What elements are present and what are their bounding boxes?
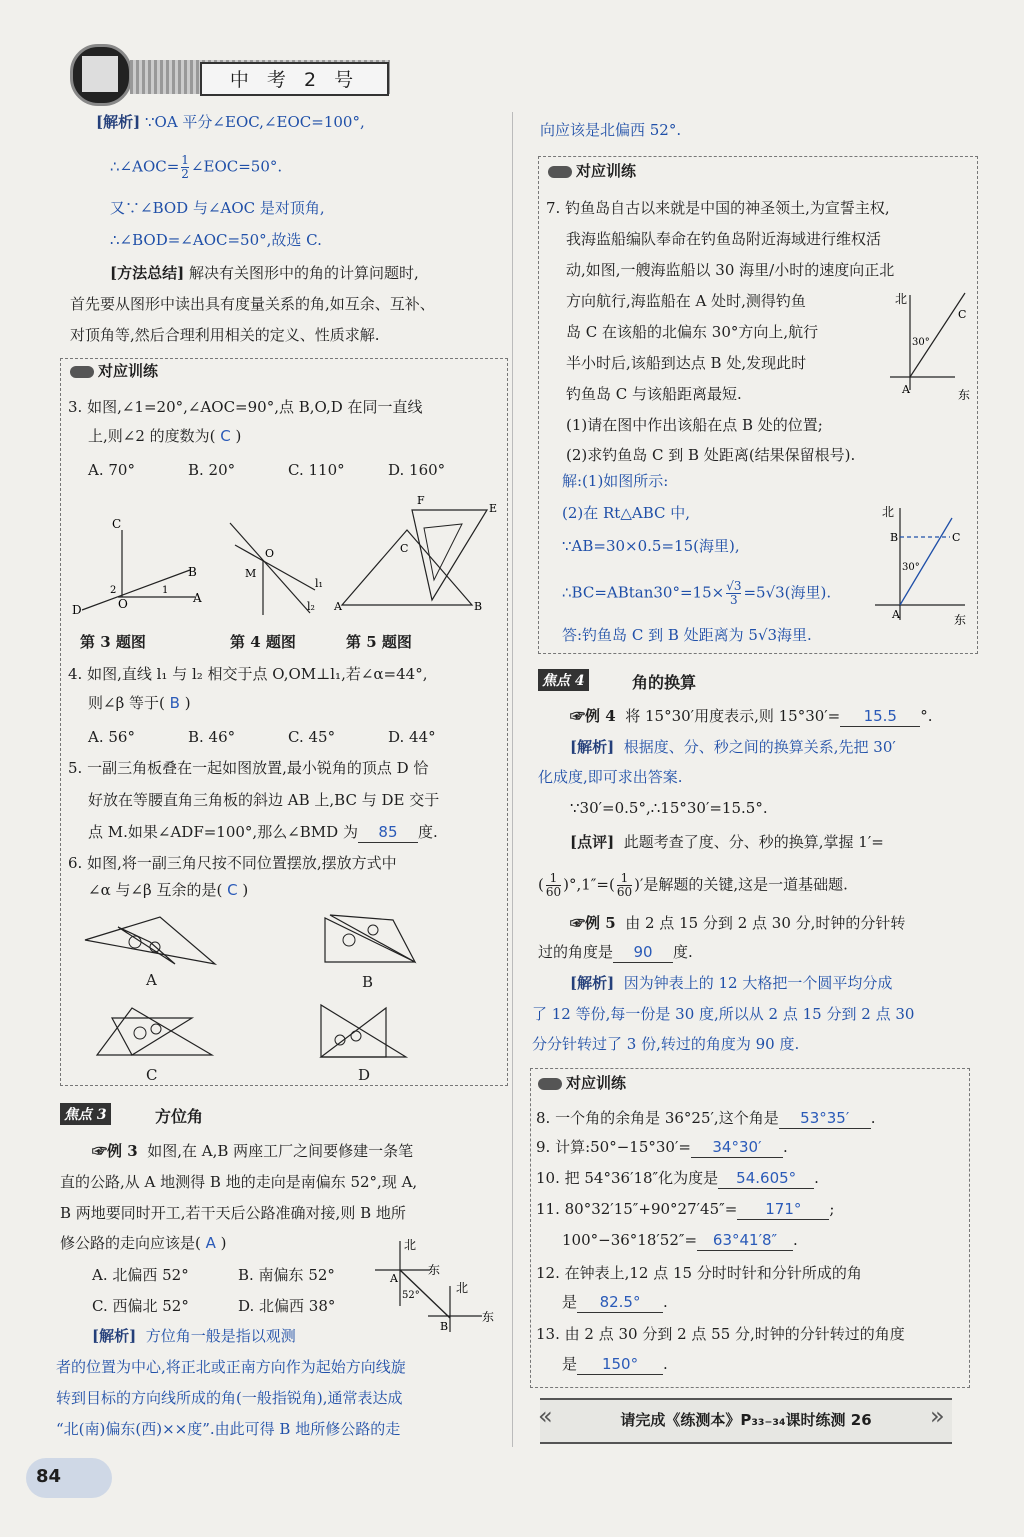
- shape: [118, 927, 175, 964]
- pill-icon: [70, 366, 94, 378]
- analysis-text: ∵OA 平分∠EOC,∠EOC=100°,: [144, 113, 365, 131]
- q7-line3: 动,如图,一艘海监船以 30 海里/小时的速度向正北: [566, 261, 895, 279]
- label-east: 东: [428, 1263, 441, 1277]
- question-text: 是: [562, 1293, 578, 1311]
- q6-answer: C: [227, 881, 238, 899]
- ex3-opt-c: C. 西偏北 52°: [92, 1297, 189, 1315]
- q5-text: 点 M.如果∠ADF=100°,那么∠BMD 为: [88, 823, 358, 841]
- q13-answer: 150°: [577, 1354, 663, 1375]
- label-c: C: [952, 531, 961, 544]
- ex5-analysis-1: [570, 973, 892, 993]
- focus4-title: 角的换算: [632, 673, 697, 692]
- example-text: 由 2 点 15 分到 2 点 30 分,时钟的分针转: [625, 914, 906, 932]
- ex4-answer: 15.5: [840, 706, 920, 727]
- ex3-analysis-3: 转到目标的方向线所成的角(一般指锐角),通常表达成: [56, 1389, 403, 1407]
- question-text: 11. 80°32′15″+90°27′45″=: [536, 1200, 738, 1218]
- label-30: 30°: [912, 337, 930, 348]
- shape: [325, 918, 415, 962]
- label-north: 北: [456, 1281, 469, 1295]
- label-a: A: [390, 1272, 398, 1285]
- analysis-text: ∠EOC=50°.: [190, 157, 283, 176]
- option: D. 160°: [388, 461, 446, 479]
- label-c: C: [112, 517, 122, 531]
- fig4-caption: 第 4 题图: [230, 633, 296, 651]
- q6-figure-b: [315, 910, 425, 970]
- fig3-caption: 第 3 题图: [80, 633, 146, 651]
- ex4-line: [570, 706, 933, 727]
- q11b-answer: 63°41′8″: [697, 1230, 793, 1251]
- option: A. 70°: [88, 461, 135, 479]
- q3-line1: 3. 如图,∠1=20°,∠AOC=90°,点 B,O,D 在同一直线: [68, 398, 423, 416]
- ex3-opt-b: B. 南偏东 52°: [238, 1266, 335, 1284]
- option: B. 20°: [188, 461, 236, 479]
- ex3-analysis-2: 者的位置为中心,将正北或正南方向作为起始方向线旋: [56, 1358, 406, 1376]
- example-tag: ☞例 3: [92, 1142, 138, 1160]
- shape: [368, 925, 378, 935]
- label-d: D: [72, 603, 82, 617]
- analysis-tag: [解析]: [570, 738, 615, 756]
- solution-text: =5√3(海里).: [743, 583, 832, 602]
- line-l2: [230, 523, 310, 613]
- ex4-analysis-1: [570, 737, 896, 757]
- label-o: O: [118, 597, 128, 611]
- q9-answer: 34°30′: [691, 1137, 783, 1158]
- ex5-analysis-2: 了 12 等份,每一份是 30 度,所以从 2 点 15 分到 2 点 30: [532, 1005, 915, 1023]
- q7-answer: 答:钓鱼岛 C 到 B 处距离为 5√3海里.: [562, 626, 812, 644]
- method-text: 解决有关图形中的角的计算问题时,: [188, 264, 419, 282]
- q7-line9: (2)求钓鱼岛 C 到 B 处距离(结果保留根号).: [566, 446, 856, 464]
- ex3-analysis-1: [92, 1326, 296, 1346]
- q5-text: 度.: [417, 823, 438, 841]
- question-text: 100°−36°18′52″=: [562, 1231, 698, 1249]
- q6-line2: ∠α 与∠β 互余的是( C ): [88, 881, 249, 899]
- training-title-text: 对应训练: [98, 362, 159, 380]
- q5-line3: [88, 822, 438, 843]
- method-tag: [方法总结]: [110, 264, 185, 282]
- analysis1-line4: ∴∠BOD=∠AOC=50°,故选 C.: [110, 231, 322, 249]
- ex3-line2: 直的公路,从 A 地测得 B 地的走向是南偏东 52°,现 A,: [60, 1173, 418, 1191]
- ex5-answer: 90: [613, 942, 673, 963]
- ex3-answer: A: [205, 1234, 216, 1252]
- q3-answer: C: [220, 427, 231, 445]
- shape: [134, 1027, 146, 1039]
- q4-options: [88, 727, 488, 747]
- footer-left-arrows: «: [538, 1402, 553, 1430]
- q4-answer: B: [169, 694, 180, 712]
- fraction-half: $\frac{1}{2}$: [181, 153, 189, 181]
- figure-4: [215, 515, 335, 620]
- comment-text: °,1″=(: [569, 875, 615, 894]
- shape: [343, 934, 355, 946]
- option: C. 45°: [288, 728, 336, 746]
- q5-answer: 85: [358, 822, 418, 843]
- analysis-text: 因为钟表上的 12 大格把一个圆平均分成: [623, 974, 893, 992]
- label-c: C: [958, 308, 967, 321]
- analysis-text: ∴∠AOC=: [110, 157, 180, 176]
- q4-line2: 则∠β 等于( B ): [88, 694, 191, 712]
- label-b: B: [188, 565, 197, 579]
- focus4-tag: 焦点 4: [538, 669, 589, 691]
- q10-answer: 54.605°: [718, 1168, 814, 1189]
- q6-figure-d: [316, 1000, 416, 1062]
- q7-solution-figure: [870, 500, 975, 630]
- label-c: C: [400, 542, 409, 555]
- solution-text: ∴BC=ABtan30°=15×: [562, 583, 725, 602]
- q6-label-c: C: [146, 1066, 158, 1084]
- training-box-3-title: [538, 1072, 626, 1093]
- page-number: 84: [36, 1466, 62, 1487]
- footer-right-arrows: »: [930, 1402, 945, 1430]
- label-east: 东: [958, 388, 971, 402]
- q7-solution-1: 解:(1)如图所示:: [562, 472, 669, 490]
- ex4-analysis-2: 化成度,即可求出答案.: [538, 768, 683, 786]
- question-text: 8. 一个角的余角是 36°25′,这个角是: [536, 1109, 779, 1127]
- training-title-text: 对应训练: [566, 1074, 627, 1092]
- q7-line8: (1)请在图中作出该船在点 B 处的位置;: [566, 416, 823, 434]
- option: C. 110°: [288, 461, 345, 479]
- fraction-sqrt3-3: $\frac{√3}{3}$: [726, 579, 742, 607]
- training-title-text: 对应训练: [576, 162, 637, 180]
- q13-line2: 是 150° .: [562, 1355, 668, 1373]
- ex5-analysis-3: 分分针转过了 3 份,转过的角度为 90 度.: [532, 1035, 800, 1053]
- ex5-line2: [538, 942, 693, 963]
- figure-3: [70, 490, 220, 620]
- question-text: 9. 计算:50°−15°30′=: [536, 1138, 691, 1156]
- line-db: [82, 570, 190, 610]
- analysis1-line1: [96, 112, 365, 132]
- option: D. 44°: [388, 728, 436, 746]
- focus3-title: 方位角: [155, 1107, 204, 1126]
- comment-tag: [点评]: [570, 833, 615, 851]
- q5-line1: 5. 一副三角板叠在一起如图放置,最小锐角的顶点 D 恰: [68, 759, 429, 777]
- label-52: 52°: [402, 1290, 420, 1301]
- label-e: E: [489, 502, 498, 515]
- training-box-1-title: [70, 360, 158, 381]
- q7-solution-3: ∵AB=30×0.5=15(海里),: [562, 537, 740, 555]
- triangle-2: [412, 510, 487, 600]
- logo-inner: [82, 56, 118, 92]
- training-box-2-title: [548, 160, 636, 181]
- example-text: 修公路的走向应该是(: [60, 1234, 201, 1252]
- label-north: 北: [882, 505, 895, 519]
- pill-icon: [538, 1078, 562, 1090]
- ex4-analysis-3: ∵30′=0.5°,∴15°30′=15.5°.: [570, 799, 768, 817]
- q12-line1: 12. 在钟表上,12 点 15 分时时针和分针所成的角: [536, 1264, 862, 1282]
- ex3-line3: B 两地要同时开工,若干天后公路准确对接,则 B 地所: [60, 1204, 406, 1222]
- q6-text: ∠α 与∠β 互余的是(: [88, 881, 223, 899]
- header-bar: [70, 44, 390, 108]
- question-text: 10. 把 54°36′18″化为度是: [536, 1169, 719, 1187]
- label-l1: l₁: [315, 577, 323, 590]
- label-2: 2: [110, 585, 117, 596]
- example-text: 将 15°30′用度表示,则 15°30′=: [625, 707, 841, 725]
- example-text: °.: [920, 707, 933, 725]
- label-30: 30°: [902, 562, 920, 573]
- example-text: 度.: [673, 943, 693, 961]
- q7-line1: 7. 钓鱼岛自古以来就是中国的神圣领土,为宣誓主权,: [546, 199, 890, 217]
- q7-line2: 我海监船编队奉命在钓鱼岛附近海域进行维权活: [566, 230, 882, 248]
- label-north: 北: [404, 1238, 417, 1252]
- label-1: 1: [162, 585, 169, 596]
- shape: [85, 917, 215, 964]
- q6-label-a: A: [146, 971, 157, 989]
- q4-line1: 4. 如图,直线 l₁ 与 l₂ 相交于点 O,OM⊥l₁,若∠α=44°,: [68, 665, 428, 683]
- q8-answer: 53°35′: [779, 1108, 871, 1129]
- ex5-line1: [570, 913, 905, 933]
- analysis1-line3: 又∵∠BOD 与∠AOC 是对顶角,: [110, 199, 325, 217]
- label-b: B: [440, 1320, 449, 1333]
- label-a: A: [892, 608, 900, 621]
- label-m: M: [245, 567, 257, 580]
- q6-figure-a: [80, 912, 225, 972]
- shape: [321, 1005, 406, 1057]
- shape: [151, 1024, 161, 1034]
- fraction-1-60: $\frac{1}{60}$: [616, 871, 633, 899]
- q7-line7: 钓鱼岛 C 与该船距离最短.: [566, 385, 742, 403]
- q8: 8. 一个角的余角是 36°25′,这个角是 53°35′ .: [536, 1109, 876, 1127]
- comment-text: )′是解题的关键,这是一道基础题.: [634, 875, 848, 894]
- q11a: 11. 80°32′15″+90°27′45″= 171° ;: [536, 1200, 835, 1218]
- line-ac: [910, 293, 965, 377]
- option: B. 46°: [188, 728, 236, 746]
- analysis-tag: [解析]: [570, 974, 615, 992]
- figure-5: [332, 490, 507, 620]
- label-a: A: [193, 591, 202, 605]
- method-line1: [110, 263, 419, 283]
- comment-text: 此题考查了度、分、秒的换算,掌握 1′=: [623, 833, 884, 851]
- label-east: 东: [482, 1310, 495, 1324]
- shape: [351, 1031, 361, 1041]
- label-o: O: [265, 547, 275, 560]
- q11a-answer: 171°: [737, 1199, 829, 1220]
- q7-line6: 半小时后,该船到达点 B 处,发现此时: [566, 354, 807, 372]
- label-a: A: [334, 600, 342, 613]
- q10: 10. 把 54°36′18″化为度是 54.605° .: [536, 1169, 819, 1187]
- q12-answer: 82.5°: [577, 1292, 663, 1313]
- focus3-tag: 焦点 3: [60, 1103, 111, 1125]
- focus3-continuation: 向应该是北偏西 52°.: [540, 121, 682, 139]
- q7-solution-4: [562, 580, 831, 607]
- page-title: 中 考 2 号: [229, 69, 360, 91]
- ex3-analysis-4: “北(南)偏东(西)××度”.由此可得 B 地所修公路的走: [56, 1420, 401, 1438]
- ex3-opt-d: D. 北偏西 38°: [238, 1297, 336, 1315]
- q5-line2: 好放在等腰直角三角板的斜边 AB 上,BC 与 DE 交于: [88, 791, 440, 809]
- method-line2: 首先要从图形中读出具有度量关系的角,如互余、互补、: [70, 295, 435, 313]
- analysis1-line2: [110, 154, 282, 181]
- option: A. 56°: [88, 728, 135, 746]
- analysis-tag: [解析]: [92, 1327, 137, 1345]
- q3-text: 上,则∠2 的度数为(: [88, 427, 216, 445]
- compass-figure: [370, 1236, 500, 1336]
- q11b: 100°−36°18′52″= 63°41′8″ .: [562, 1231, 798, 1249]
- q7-line5: 岛 C 在该船的北偏东 30°方向上,航行: [566, 323, 819, 341]
- q3-options: [88, 460, 488, 480]
- ex4-comment-2: ( $\frac{1}{60}$ )°,1″=( $\frac{1}{60}$ )′是解题的关键,这是一道基础题.: [538, 871, 848, 899]
- q6-label-d: D: [358, 1066, 371, 1084]
- shape: [97, 1008, 212, 1055]
- label-east: 东: [954, 613, 967, 627]
- q7-solution-2: (2)在 Rt△ABC 中,: [562, 504, 691, 522]
- q4-text: 则∠β 等于(: [88, 694, 165, 712]
- fig5-caption: 第 5 题图: [346, 633, 412, 651]
- example-tag: ☞例 5: [570, 914, 616, 932]
- q6-line1: 6. 如图,将一副三角尺按不同位置摆放,摆放方式中: [68, 854, 397, 872]
- example-text: 过的角度是: [538, 943, 614, 961]
- label-b: B: [474, 600, 483, 613]
- method-line3: 对顶角等,然后合理利用相关的定义、性质求解.: [70, 326, 380, 344]
- example-text: 如图,在 A,B 两座工厂之间要修建一条笔: [147, 1142, 414, 1160]
- label-l2: l₂: [307, 600, 315, 613]
- question-text: 是: [562, 1355, 578, 1373]
- pill-icon: [548, 166, 572, 178]
- ex3-line1: [92, 1141, 413, 1161]
- ex4-comment-1: [570, 832, 884, 852]
- q6-label-b: B: [362, 973, 374, 991]
- footer-text: 请完成《练测本》P₃₃₋₃₄课时练测 26: [620, 1411, 872, 1429]
- label-b: B: [890, 531, 899, 544]
- q6-figure-c: [92, 1003, 222, 1063]
- shape: [321, 1008, 386, 1057]
- analysis-tag: [解析]: [96, 113, 141, 131]
- ex3-opt-a: A. 北偏西 52°: [92, 1266, 189, 1284]
- label-north: 北: [895, 292, 908, 306]
- q7-line4: 方向航行,海监船在 A 处时,测得钓鱼: [566, 292, 806, 310]
- q3-line2: 上,则∠2 的度数为( C ): [88, 427, 242, 445]
- column-divider: [512, 112, 513, 1447]
- analysis-text: 根据度、分、秒之间的换算关系,先把 30′: [623, 738, 896, 756]
- ex3-line4: 修公路的走向应该是( A ): [60, 1234, 227, 1252]
- analysis-text: 方位角一般是指以观测: [145, 1327, 296, 1345]
- label-a: A: [902, 383, 910, 396]
- q7-figure: [880, 285, 975, 405]
- q9: 9. 计算:50°−15°30′= 34°30′ .: [536, 1138, 788, 1156]
- q12-line2: 是 82.5° .: [562, 1293, 668, 1311]
- q13-line1: 13. 由 2 点 30 分到 2 点 55 分,时钟的分针转过的角度: [536, 1325, 905, 1343]
- label-f: F: [417, 494, 425, 507]
- example-tag: ☞例 4: [570, 707, 616, 725]
- fraction-1-60: $\frac{1}{60}$: [545, 871, 562, 899]
